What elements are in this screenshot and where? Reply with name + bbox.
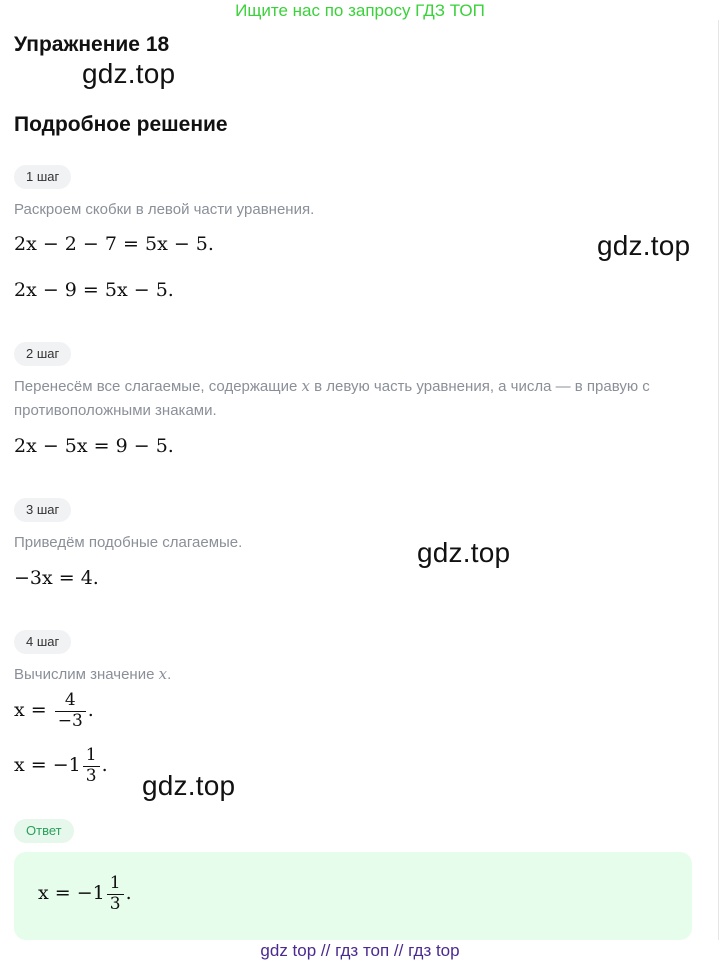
step-1-equation-2: 2x − 9 = 5x − 5. bbox=[14, 279, 174, 301]
exercise-title: Упражнение 18 bbox=[14, 33, 170, 56]
solution-heading: Подробное решение bbox=[14, 113, 228, 136]
watermark: gdz.top bbox=[417, 537, 511, 568]
fraction bbox=[55, 691, 86, 731]
answer-box bbox=[14, 852, 692, 940]
step-1-text: Раскроем скобки в левой части уравнения. bbox=[14, 201, 315, 218]
step-4-equation-2 bbox=[14, 746, 108, 786]
eq-end: . bbox=[87, 699, 94, 722]
fraction-denominator: −3 bbox=[57, 710, 83, 731]
step-2-equation-1: 2x − 5x = 9 − 5. bbox=[14, 435, 174, 457]
step-4-text-after: . bbox=[167, 666, 172, 683]
step-3-badge: 3 шаг bbox=[14, 498, 71, 522]
step-1-equation-1: 2x − 2 − 7 = 5x − 5. bbox=[14, 233, 214, 255]
fraction bbox=[107, 874, 124, 914]
page-divider bbox=[718, 20, 719, 940]
fraction-denominator: 3 bbox=[109, 893, 121, 914]
eq-left: x = −1 bbox=[38, 882, 105, 905]
fraction-numerator: 1 bbox=[107, 874, 124, 895]
watermark: gdz.top bbox=[82, 58, 176, 89]
step-2-text bbox=[14, 374, 704, 423]
step-4-text bbox=[14, 662, 704, 687]
watermark: gdz.top bbox=[142, 770, 236, 801]
step-4-text-var: x bbox=[158, 665, 168, 683]
fraction-numerator: 4 bbox=[55, 691, 86, 712]
step-3-text: Приведём подобные слагаемые. bbox=[14, 534, 243, 551]
step-4-badge: 4 шаг bbox=[14, 630, 71, 654]
step-2-badge: 2 шаг bbox=[14, 342, 71, 366]
fraction bbox=[83, 746, 100, 786]
fraction-numerator: 1 bbox=[83, 746, 100, 767]
step-4-equation-1 bbox=[14, 691, 94, 731]
answer-badge: Ответ bbox=[14, 819, 74, 843]
step-1-badge: 1 шаг bbox=[14, 165, 71, 189]
step-2-text-before: Перенесём все слагаемые, содержащие bbox=[14, 378, 302, 395]
step-3-equation-1: −3x = 4. bbox=[14, 567, 99, 589]
footer-links[interactable]: gdz top // гдз топ // гдз top bbox=[260, 941, 460, 960]
eq-end: . bbox=[125, 882, 132, 905]
eq-left: x = −1 bbox=[14, 754, 81, 777]
step-4-text-before: Вычислим значение bbox=[14, 666, 159, 683]
step-2-text-var: x bbox=[301, 377, 310, 395]
fraction-denominator: 3 bbox=[85, 765, 97, 786]
step-2-text-after: в левую часть уравнения, а числа — в правую с противоположными знаками. bbox=[14, 378, 650, 419]
search-banner[interactable]: Ищите нас по запросу ГДЗ ТОП bbox=[235, 1, 485, 20]
eq-end: . bbox=[101, 754, 108, 777]
watermark: gdz.top bbox=[597, 230, 691, 261]
eq-left: x = bbox=[14, 699, 53, 722]
answer-equation bbox=[38, 874, 132, 914]
